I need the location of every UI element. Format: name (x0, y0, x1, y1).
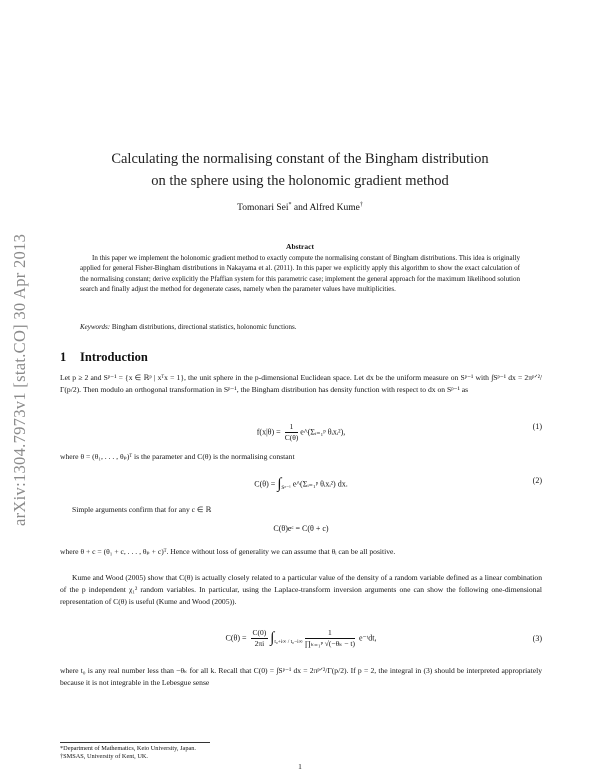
title-line-1: Calculating the normalising constant of the Bingham distribution (111, 151, 489, 167)
authors (60, 203, 540, 213)
author-2-mark: † (359, 201, 363, 208)
author-1: Tomonari Sei (237, 203, 289, 213)
eq4-prefactor (251, 628, 269, 649)
eq4-rhs: e⁻ᵗdt, (356, 633, 377, 643)
equation-unnumbered (60, 522, 542, 542)
equation-3 (60, 626, 542, 654)
abstract-body: In this paper we implement the holonomic gradient method to exactly compute the normalising constant of Bingham distributions. This idea is originally applied for general Fisher-Bingham distributions in Nakayama et al. (2011). In this paper we explicitly apply this algorithm to show the exact calculation of the normalising constant; derive explicitly the Pfaffian system for this parametric case; implement the general approach for the maximum likelihood solution search and finally adjust the method for degenerate cases, namely when the parameter values have multiplicities. (80, 254, 520, 293)
keywords (80, 323, 520, 331)
author-1-mark: * (288, 201, 292, 208)
eq2-lhs: C(θ) = (254, 479, 278, 489)
eq1-numerator: 1 (285, 422, 299, 433)
intro-paragraph-1: Let p ≥ 2 and Sᵖ⁻¹ = {x ∈ ℝᵖ | xᵀx = 1}, the unit sphere in the p-dimensional Euclidean space. Let dx be the uniform measure on Sᵖ⁻¹ with ∫Sᵖ⁻¹ dx = 2πᵖᐟ²/Γ(p/2). Then modulo an orthogonal transformation in Sᵖ⁻¹, the Bingham distribution has density function with respect to dx on Sᵖ⁻¹ as (60, 373, 542, 395)
page-number: 1 (298, 762, 302, 771)
keywords-label: Keywords: (80, 323, 111, 331)
footnote-divider (60, 742, 210, 743)
eq4-integrand-denominator: ∏ₖ₌₁ᵖ √(−θₖ − t) (304, 639, 355, 648)
eq4-integrand-numerator: 1 (305, 628, 355, 639)
author-2: Alfred Kume (309, 203, 360, 213)
equation-2 (60, 474, 542, 494)
eq1-fraction (285, 422, 299, 443)
eq2-integral-domain: Sᵖ⁻¹ (281, 484, 291, 491)
eq1-lhs: f(x|θ) = (256, 427, 283, 437)
abstract-heading: Abstract (286, 242, 314, 251)
footnote-1: *Department of Mathematics, Keio University, Japan. (60, 745, 196, 752)
title-line-2: on the sphere using the holonomic gradient method (151, 173, 449, 189)
section-number: 1 (60, 350, 67, 364)
section-title: Introduction (80, 350, 148, 364)
eq3-label: (3) (532, 634, 542, 643)
intro-paragraph-5: Kume and Wood (2005) show that C(θ) is actually closely related to a particular value of the density of a random variable defined as a linear combination of the p independent χ₁² random variables. In particular, using the Laplace-transform inversion arguments one can show the following one-dimensional representation of C(θ) is useful (Kume and Wood (2005)). (60, 573, 542, 607)
footnote-2: †SMSAS, University of Kent, UK. (60, 753, 148, 760)
intro-paragraph-2: where θ = (θ₁, . . . , θₚ)ᵀ is the parameter and C(θ) is the normalising constant (60, 452, 295, 461)
equation-1 (60, 420, 542, 440)
eq4-integral-limits: t₀+i∞ / t₀−i∞ (274, 638, 303, 645)
author-and: and (291, 203, 310, 213)
paper-title (60, 148, 540, 192)
arxiv-identifier-stamp: arXiv:1304.7973v1 [stat.CO] 30 Apr 2013 (10, 233, 29, 527)
eq1-denominator: C(θ) (284, 433, 299, 442)
eq2-integral-sign: ∫ (277, 476, 282, 492)
eq4-prefactor-denominator: 2πi (254, 639, 265, 648)
eq4-lhs: C(θ) = (225, 633, 249, 643)
section-heading (60, 350, 148, 365)
eq1-rhs: e^(Σᵢ₌₁ᵖ θᵢxᵢ²), (300, 427, 346, 437)
eq2-label: (2) (532, 476, 542, 485)
intro-paragraph-3: Simple arguments confirm that for any c ∈ ℝ (72, 505, 212, 514)
eq2-rhs: e^(Σᵢ₌₁ᵖ θᵢxᵢ²) dx. (290, 479, 348, 489)
eq4-integral-sign: ∫ (270, 630, 275, 646)
intro-paragraph-4: where θ + c = (θ₁ + c, . . . , θₚ + c)ᵀ. Hence without loss of generality we can assume that θᵢ can be all positive. (60, 547, 396, 556)
eq1-label: (1) (532, 422, 542, 431)
intro-paragraph-6: where t₀ is any real number less than −θₖ for all k. Recall that C(0) = ∫Sᵖ⁻¹ dx = 2πᵖᐟ²/Γ(p/2). If p = 2, the integral in (3) should be interpreted appropriately because it is not integrable in the Lebesgue sense (60, 666, 542, 688)
eq4-integrand-fraction (305, 628, 355, 649)
eq-shift-invariance: C(θ)eᶜ = C(θ + c) (273, 524, 329, 533)
eq4-prefactor-numerator: C(0) (252, 628, 267, 637)
keywords-text: Bingham distributions, directional statistics, holonomic functions. (110, 323, 297, 331)
